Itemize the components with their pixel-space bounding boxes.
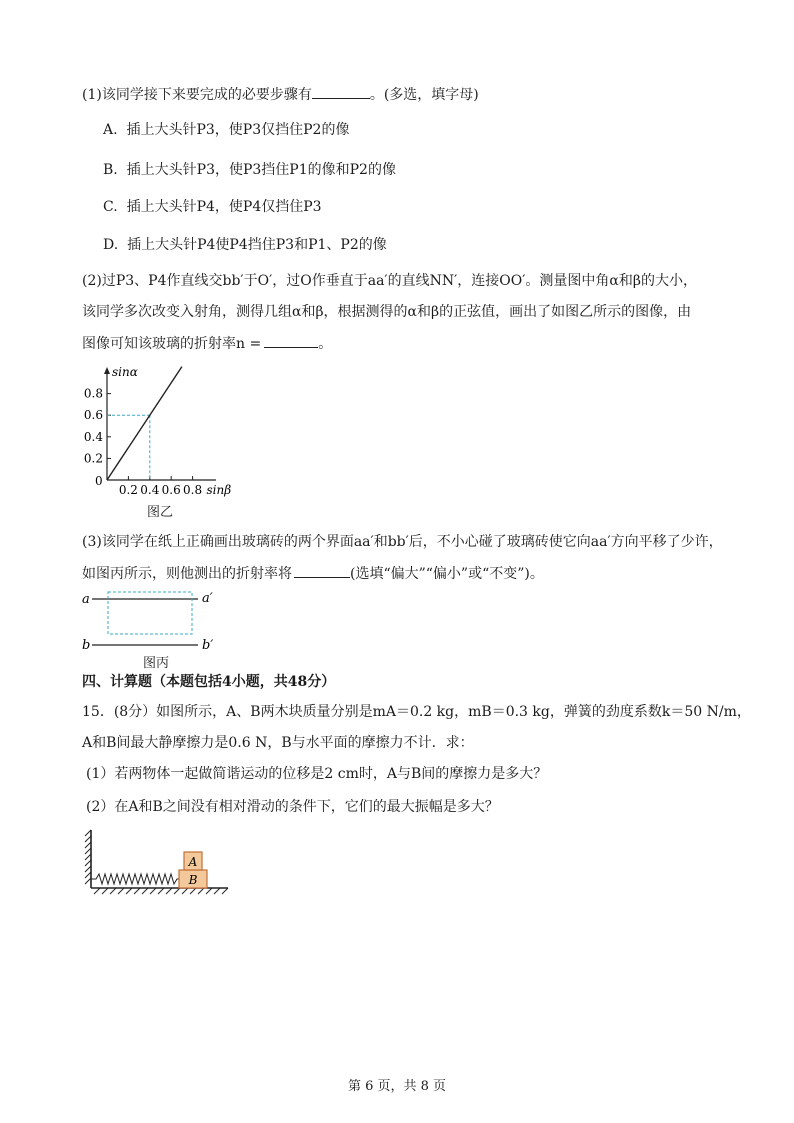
- block-b-label: B: [188, 873, 198, 887]
- option-d: [103, 235, 387, 255]
- option-c-text: 插上大头针P4，使P4仅挡住P3: [126, 199, 322, 215]
- question-15-line2: A和B间最大静摩擦力是0.6 N，B与水平面的摩擦力不计．求：: [82, 735, 474, 751]
- floor-hatching: [94, 888, 228, 894]
- question-15-sub1: (1）若两物体一起做简谐运动的位移是2 cm时，A与B间的摩擦力是多大？: [86, 766, 548, 782]
- figure-yi-chart: [82, 364, 242, 504]
- option-letter: B.: [103, 162, 118, 178]
- data-series-line: [107, 367, 182, 480]
- question-2-line2: 该同学多次改变入射角，测得几组α和β，根据测得的α和β的正弦值，画出了如图乙所示的图像，由: [82, 304, 692, 320]
- question-15-sub2: (2）在A和B之间没有相对滑动的条件下，它们的最大振幅是多大？: [86, 799, 499, 815]
- question-2-line1: (2)过P3、P4作直线交bb′于O′，过O作垂直于aa′的直线NN′，连接OO′。测量图中角α和β的大小，: [82, 273, 697, 289]
- figure-yi-caption: 图乙: [146, 505, 173, 520]
- x-tick-label: 0.6: [161, 483, 181, 497]
- origin-label: 0: [95, 474, 103, 488]
- x-tick-label: 0.4: [140, 483, 160, 497]
- spring-block-diagram: [82, 826, 242, 898]
- y-axis-arrow: [104, 367, 110, 374]
- figure-bing-caption: 图丙: [142, 656, 169, 671]
- question-3-line2: [82, 563, 544, 584]
- label-b-prime: b′: [202, 638, 214, 653]
- option-b-text: 插上大头针P3，使P3挡住P1的像和P2的像: [126, 162, 396, 178]
- y-tick-label: 0.6: [83, 408, 103, 423]
- option-b: [103, 160, 396, 180]
- spring: [91, 874, 179, 884]
- option-letter: C.: [103, 199, 118, 215]
- option-d-text: 插上大头针P4使P4挡住P3和P1、P2的像: [127, 237, 387, 253]
- question-3-tail: (选填“偏大”“偏小”或“不变”)。: [350, 566, 544, 582]
- label-b: b: [82, 638, 91, 653]
- answer-blank-1[interactable]: [312, 84, 370, 99]
- shifted-glass-brick: [108, 592, 192, 634]
- y-axis-label: sinα: [112, 365, 138, 379]
- block-a-label: A: [188, 855, 198, 869]
- label-a: a: [82, 592, 90, 607]
- option-letter: D.: [103, 237, 119, 253]
- page-footer: 第 6 页，共 8 页: [347, 1079, 447, 1094]
- question-3-text: 如图丙所示，则他测出的折射率将: [82, 566, 292, 582]
- label-a-prime: a′: [202, 591, 213, 606]
- x-tick-label: 0.2: [118, 483, 138, 497]
- section-heading: 四、计算题（本题包括4小题，共48分）: [82, 674, 336, 690]
- option-letter: A.: [103, 122, 118, 138]
- question-2-line3: [82, 333, 332, 354]
- question-15-line1: 15．(8分）如图所示，A、B两木块质量分别是mA＝0.2 kg，mB＝0.3 kg，弹簧的劲度系数k＝50 N/m，: [82, 704, 751, 720]
- answer-blank-2[interactable]: [264, 333, 318, 348]
- option-c: [103, 197, 322, 217]
- x-axis-label: sinβ: [206, 483, 232, 497]
- option-a-text: 插上大头针P3，使P3仅挡住P2的像: [126, 122, 350, 138]
- x-tick-label: 0.8: [183, 483, 203, 497]
- option-a: [103, 120, 349, 140]
- question-1-text: (1)该同学接下来要完成的必要步骤有: [82, 87, 312, 103]
- y-tick-label: 0.8: [83, 386, 103, 401]
- y-tick-label: 0.2: [83, 451, 103, 466]
- question-2-tail: 。: [318, 336, 333, 352]
- question-1-tail: 。(多选，填字母): [369, 87, 479, 103]
- y-tick-label: 0.4: [83, 429, 103, 444]
- wall-hatching: [85, 830, 91, 884]
- figure-bing-diagram: [78, 588, 238, 658]
- answer-blank-3[interactable]: [294, 563, 350, 578]
- question-1-stem: [82, 84, 479, 105]
- question-2-text: 图像可知该玻璃的折射率n =: [82, 336, 262, 352]
- question-3-line1: (3)该同学在纸上正确画出玻璃砖的两个界面aa′和bb′后，不小心碰了玻璃砖使它向aa′方向平移了少许，: [82, 534, 723, 550]
